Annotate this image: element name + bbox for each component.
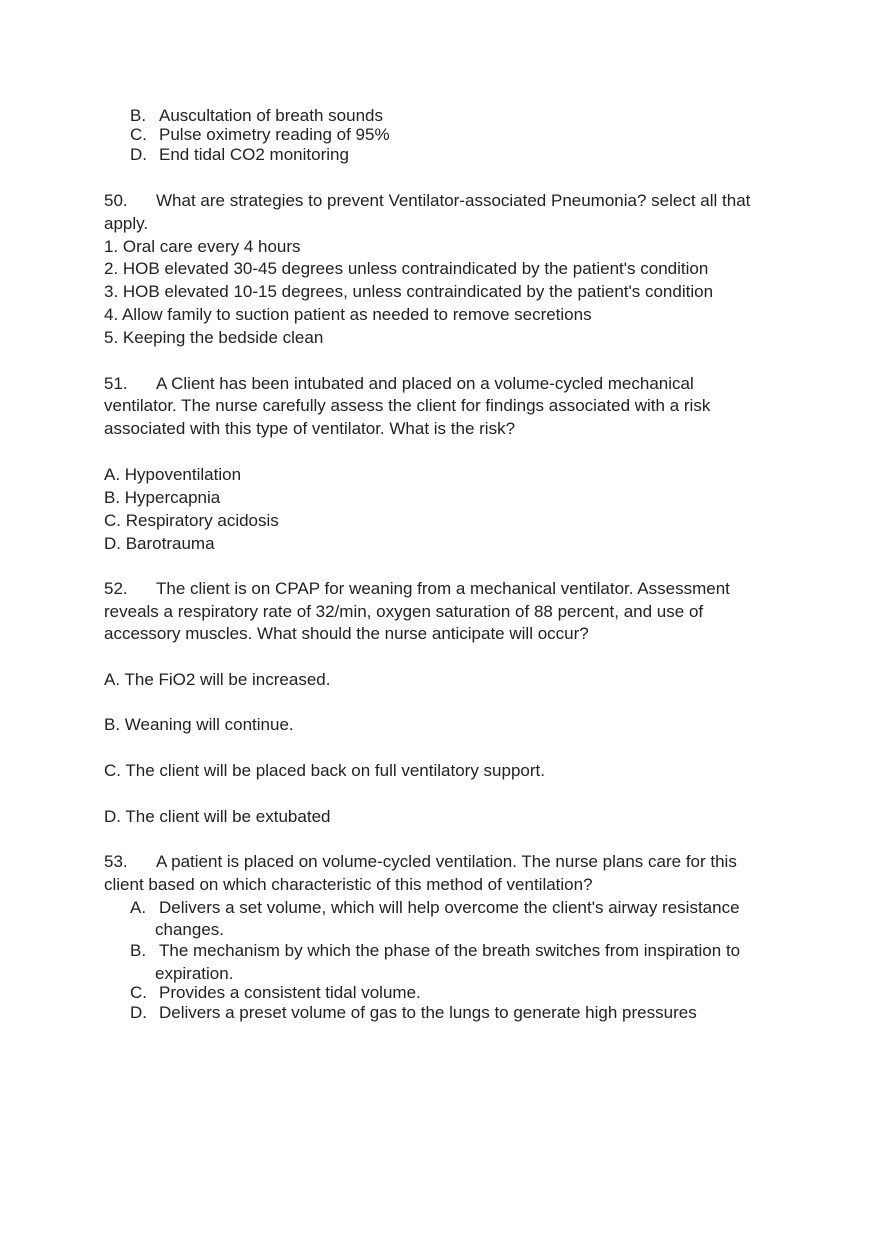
q52-option-a: A. The FiO2 will be increased. — [104, 670, 331, 689]
q50-option-1: 1. Oral care every 4 hours — [104, 237, 301, 256]
q52-stem-line1 — [104, 577, 730, 600]
q50-stem-line2: apply. — [104, 214, 149, 233]
q51-stem-line2: ventilator. The nurse carefully assess the client for findings associated with a risk — [104, 396, 711, 415]
q51-option-d: D. Barotrauma — [104, 534, 215, 553]
q50-option-3: 3. HOB elevated 10-15 degrees, unless contraindicated by the patient's condition — [104, 282, 714, 301]
q53-option-b-continued: expiration. — [155, 964, 234, 983]
q51-option-c: C. Respiratory acidosis — [104, 511, 279, 530]
q50-option-5: 5. Keeping the bedside clean — [104, 328, 324, 347]
option-letter: C. — [130, 983, 147, 1002]
question-stem: A Client has been intubated and placed on a volume-cycled mechanical — [156, 374, 694, 393]
option-text: Pulse oximetry reading of 95% — [159, 125, 390, 144]
q52-option-d: D. The client will be extubated — [104, 807, 331, 826]
q53-option-b — [130, 939, 740, 962]
q53-option-d — [130, 1001, 697, 1024]
q52-option-c: C. The client will be placed back on full ventilatory support. — [104, 761, 545, 780]
q50-option-2: 2. HOB elevated 30-45 degrees unless contraindicated by the patient's condition — [104, 259, 709, 278]
q51-option-b: B. Hypercapnia — [104, 488, 221, 507]
q52-stem-line3: accessory muscles. What should the nurse anticipate will occur? — [104, 624, 589, 643]
q53-stem-line2: client based on which characteristic of this method of ventilation? — [104, 875, 593, 894]
question-number: 51. — [104, 374, 128, 393]
q53-stem-line1 — [104, 850, 737, 873]
question-stem: The client is on CPAP for weaning from a mechanical ventilator. Assessment — [156, 579, 730, 598]
option-letter: C. — [130, 125, 147, 144]
option-text: End tidal CO2 monitoring — [159, 145, 349, 164]
question-stem: A patient is placed on volume-cycled ventilation. The nurse plans care for this — [156, 852, 737, 871]
q51-stem-line3: associated with this type of ventilator. What is the risk? — [104, 419, 516, 438]
q53-option-a — [130, 896, 740, 919]
q50-option-4: 4. Allow family to suction patient as needed to remove secretions — [104, 305, 592, 324]
option-text: The mechanism by which the phase of the breath switches from inspiration to — [159, 941, 741, 960]
option-letter: D. — [130, 145, 147, 164]
option-text: Provides a consistent tidal volume. — [159, 983, 421, 1002]
q52-option-b: B. Weaning will continue. — [104, 715, 294, 734]
question-number: 53. — [104, 852, 128, 871]
option-text: Delivers a preset volume of gas to the lungs to generate high pressures — [159, 1003, 697, 1022]
q53-option-a-continued: changes. — [155, 920, 224, 939]
q49-option-d — [130, 143, 349, 166]
option-text: Auscultation of breath sounds — [159, 106, 383, 125]
q50-stem-line1 — [104, 189, 750, 212]
option-letter: A. — [130, 898, 147, 917]
option-text: Delivers a set volume, which will help overcome the client's airway resistance — [159, 898, 740, 917]
q52-stem-line2: reveals a respiratory rate of 32/min, oxygen saturation of 88 percent, and use of — [104, 602, 704, 621]
q51-option-a: A. Hypoventilation — [104, 465, 242, 484]
option-letter: B. — [130, 106, 147, 125]
option-letter: D. — [130, 1003, 147, 1022]
q51-stem-line1 — [104, 372, 694, 395]
question-number: 52. — [104, 579, 128, 598]
option-letter: B. — [130, 941, 147, 960]
question-stem: What are strategies to prevent Ventilator-associated Pneumonia? select all that — [156, 191, 751, 210]
question-number: 50. — [104, 191, 128, 210]
